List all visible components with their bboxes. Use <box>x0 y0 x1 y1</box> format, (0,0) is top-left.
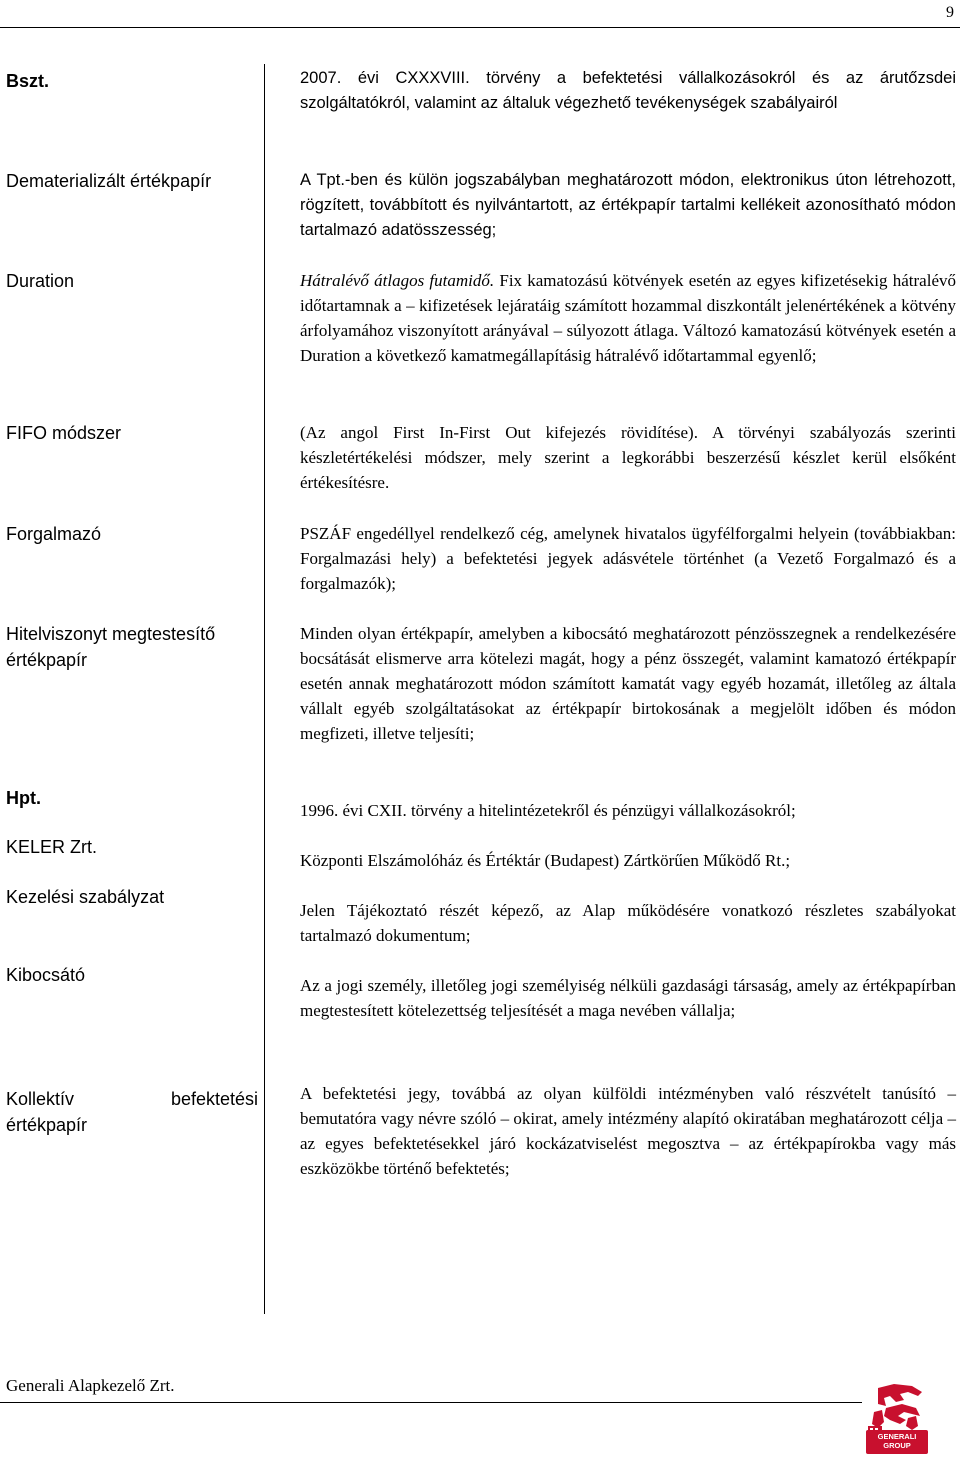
term-kollektiv-part2: befektetési <box>170 1089 258 1109</box>
definition-forgalmazo: PSZÁF engedéllyel rendelkező cég, amelynek hivatalos ügyfélforgalmi helyein (továbbiakban: Forgalmazási hely) a befektetési jegyek adásvétele történhet (a Vezető Forgalmazó és a forgalmazók); <box>300 524 956 593</box>
definition-hitelviszonyt-megtestesito-ertekpapir: Minden olyan értékpapír, amelyben a kibocsátó meghatározott pénzösszegnek a rendelkezésére bocsátását elismerve arra kötelezi magát, hogy a pénz összegét, valamint kamatozó értékpapír esetén annak meghatározott módon számított kamatát vagy egyéb hozamát, illetőleg az általa vállalt egyéb szolgáltatásokat az értékpapír birtokosának a megjelölt időben és módon megfizeti, illetve teljesíti; <box>300 624 956 743</box>
logo-caption: GENERALI GROUP <box>877 1432 917 1450</box>
term-hpt: Hpt. <box>6 788 41 808</box>
definition-duration-text: Fix kamatozású kötvények esetén az egyes kifizetésekig hátralévő időtartamnak a – kifizetések lejáratáig számított hozammal diszkontált jelenértékének a kötvény árfolyamához viszonyított arányával – súlyozott átlaga. Változó kamatozású kötvények esetén a Duration a következő kamatmegállapításig hátralévő időtartammal egyenlő; <box>300 271 956 365</box>
term-hitelviszonyt-megtestesito-ertekpapir: Hitelviszonyt megtestesítő értékpapír <box>6 624 216 670</box>
definition-dematerializalt-ertekpapir: A Tpt.-ben és külön jogszabályban meghatározott módon, elektronikus úton létrehozott, rögzített, továbbított és nyilvántartott, az értékpapír tartalmi kellékeit azonosítható módon tartalmazó adatösszesség; <box>300 171 956 239</box>
column-divider <box>264 64 265 1314</box>
definition-duration-italic: Hátralévő átlagos futamidő. <box>300 271 495 290</box>
term-bszt: Bszt. <box>6 71 50 91</box>
definition-duration <box>300 268 956 368</box>
definition-hpt: 1996. évi CXII. törvény a hitelintézetekről és pénzügyi vállalkozásokról; <box>300 801 796 820</box>
term-forgalmazo: Forgalmazó <box>6 524 102 544</box>
term-duration: Duration <box>6 271 75 291</box>
definition-keler-zrt: Központi Elszámolóház és Értéktár (Budapest) Zártkörűen Működő Rt.; <box>300 851 791 870</box>
term-kollektiv-befektetesi-ertekpapir <box>6 1086 258 1138</box>
definition-bszt: 2007. évi CXXXVIII. törvény a befektetési vállalkozásokról és az árutőzsdei szolgáltatókról, valamint az általuk végezhető tevékenységek szabályairól <box>300 69 956 112</box>
term-kollektiv-part1: Kollektív <box>6 1089 75 1109</box>
definition-kollektiv-befektetesi-ertekpapir: A befektetési jegy, továbbá az olyan külföldi intézményben való részvételt tanúsító – bemutatóra vagy névre szóló – okirat, amely intézmény alapító okiratában meghatározott célja – az egyes befektetésekkel járó kockázatviselést megosztva – az értékpapírokba vagy más eszközökbe történő befektetés; <box>300 1084 956 1178</box>
definition-kibocsato: Az a jogi személy, illetőleg jogi személyiség nélküli gazdasági társaság, amely az értékpapírban megtestesített kötelezettség teljesítését a maga nevében vállalja; <box>300 976 956 1020</box>
term-keler-zrt: KELER Zrt. <box>6 837 98 857</box>
definition-fifo-modszer: (Az angol First In-First Out kifejezés rövidítése). A törvényi szabályozás szerinti készletértékelési módszer, mely szerint a legkorábbi beszerzésű készlet kerül elsőként értékesítésre. <box>300 423 956 492</box>
page-number: 9 <box>946 4 954 21</box>
term-kezelesi-szabalyzat: Kezelési szabályzat <box>6 887 165 907</box>
term-kibocsato: Kibocsátó <box>6 965 86 985</box>
header-rule <box>0 27 960 28</box>
term-fifo-modszer: FIFO módszer <box>6 423 122 443</box>
term-kollektiv-part3: értékpapír <box>6 1115 88 1135</box>
definition-kezelesi-szabalyzat: Jelen Tájékoztató részét képező, az Alap működésére vonatkozó részletes szabályokat tartalmazó dokumentum; <box>300 901 956 945</box>
footer-company-name: Generali Alapkezelő Zrt. <box>6 1376 175 1395</box>
footer-rule <box>0 1402 862 1403</box>
term-dematerializalt-ertekpapir: Dematerializált értékpapír <box>6 171 212 191</box>
